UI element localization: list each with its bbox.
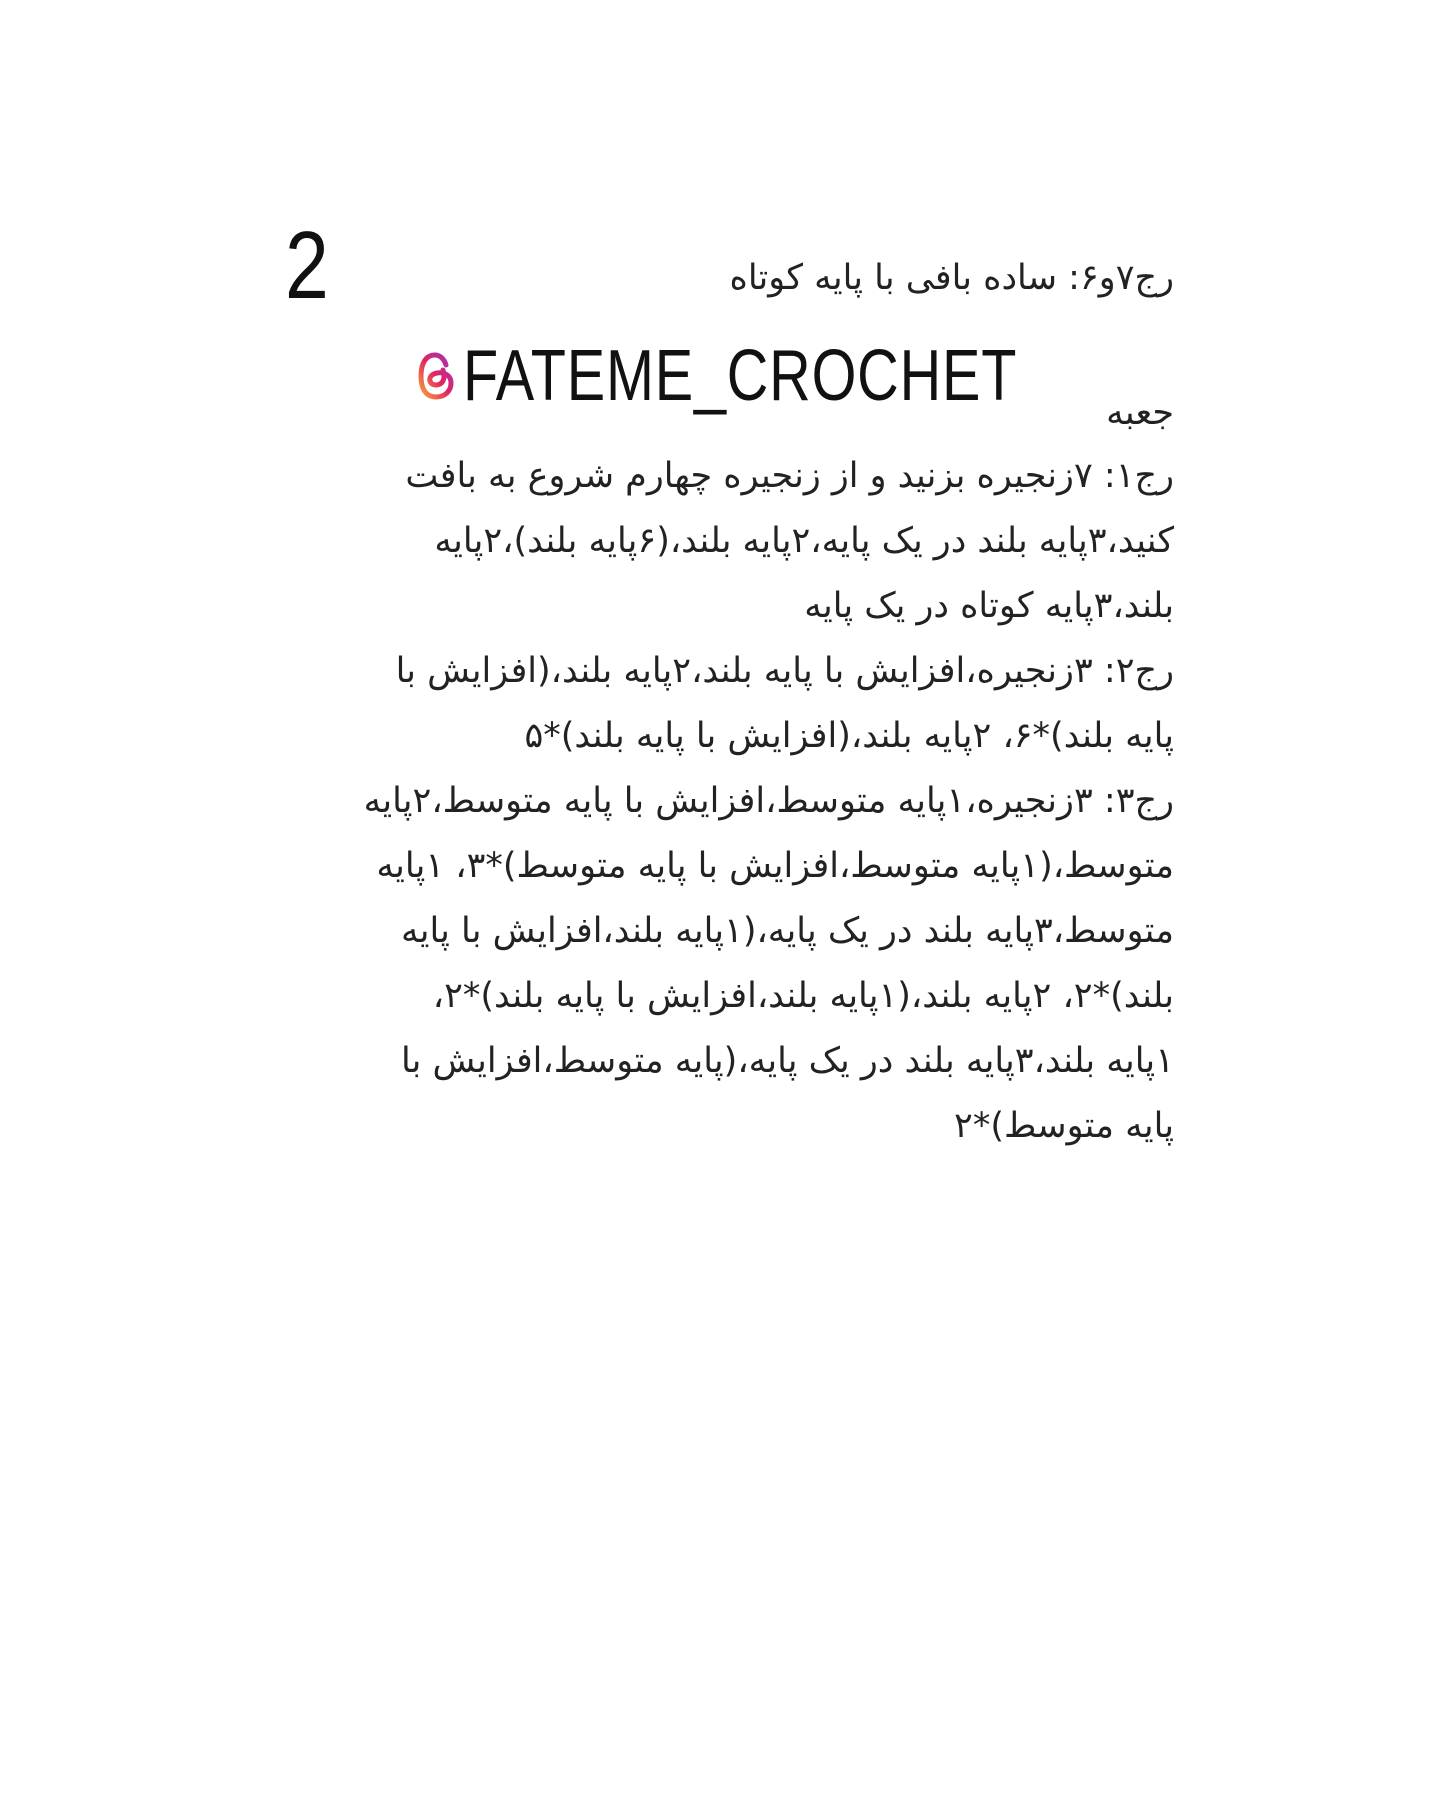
- instructions-block: [294, 444, 1174, 1159]
- instruction-line: ۱پایه بلند،۳پایه بلند در یک پایه،(پایه متوسط،افزایش با: [401, 1041, 1174, 1081]
- instruction-line: متوسط،(۱پایه متوسط،افزایش با پایه متوسط)*۳، ۱پایه: [376, 846, 1174, 886]
- instruction-line: بلند)*۲، ۲پایه بلند،(۱پایه بلند،افزایش با پایه بلند)*۲،: [432, 976, 1174, 1016]
- instruction-line: رج۱: ۷زنجیره بزنید و از زنجیره چهارم شروع به بافت: [405, 456, 1174, 496]
- instruction-line: بلند،۳پایه کوتاه در یک پایه: [804, 586, 1174, 626]
- instruction-line: کنید،۳پایه بلند در یک پایه،۲پایه بلند،(۶پایه بلند)،۲پایه: [434, 521, 1174, 561]
- page-number: 2: [285, 212, 329, 319]
- row-intro-text: رج۷و۶: ساده بافی با پایه کوتاه: [729, 258, 1174, 298]
- instruction-line: رج۳: ۳زنجیره،۱پایه متوسط،افزایش با پایه متوسط،۲پایه: [363, 781, 1174, 821]
- threads-logo-icon: [415, 348, 457, 404]
- instruction-line: پایه بلند)*۶، ۲پایه بلند،(افزایش با پایه بلند)*۵: [524, 716, 1174, 756]
- section-title: جعبه: [1106, 393, 1174, 433]
- instruction-line: پایه متوسط)*۲: [954, 1106, 1174, 1146]
- instruction-line: رج۲: ۳زنجیره،افزایش با پایه بلند،۲پایه بلند،(افزایش با: [395, 651, 1174, 691]
- instruction-line: متوسط،۳پایه بلند در یک پایه،(۱پایه بلند،افزایش با پایه: [401, 911, 1174, 951]
- handle-text: FATEME_CROCHET: [463, 336, 1018, 416]
